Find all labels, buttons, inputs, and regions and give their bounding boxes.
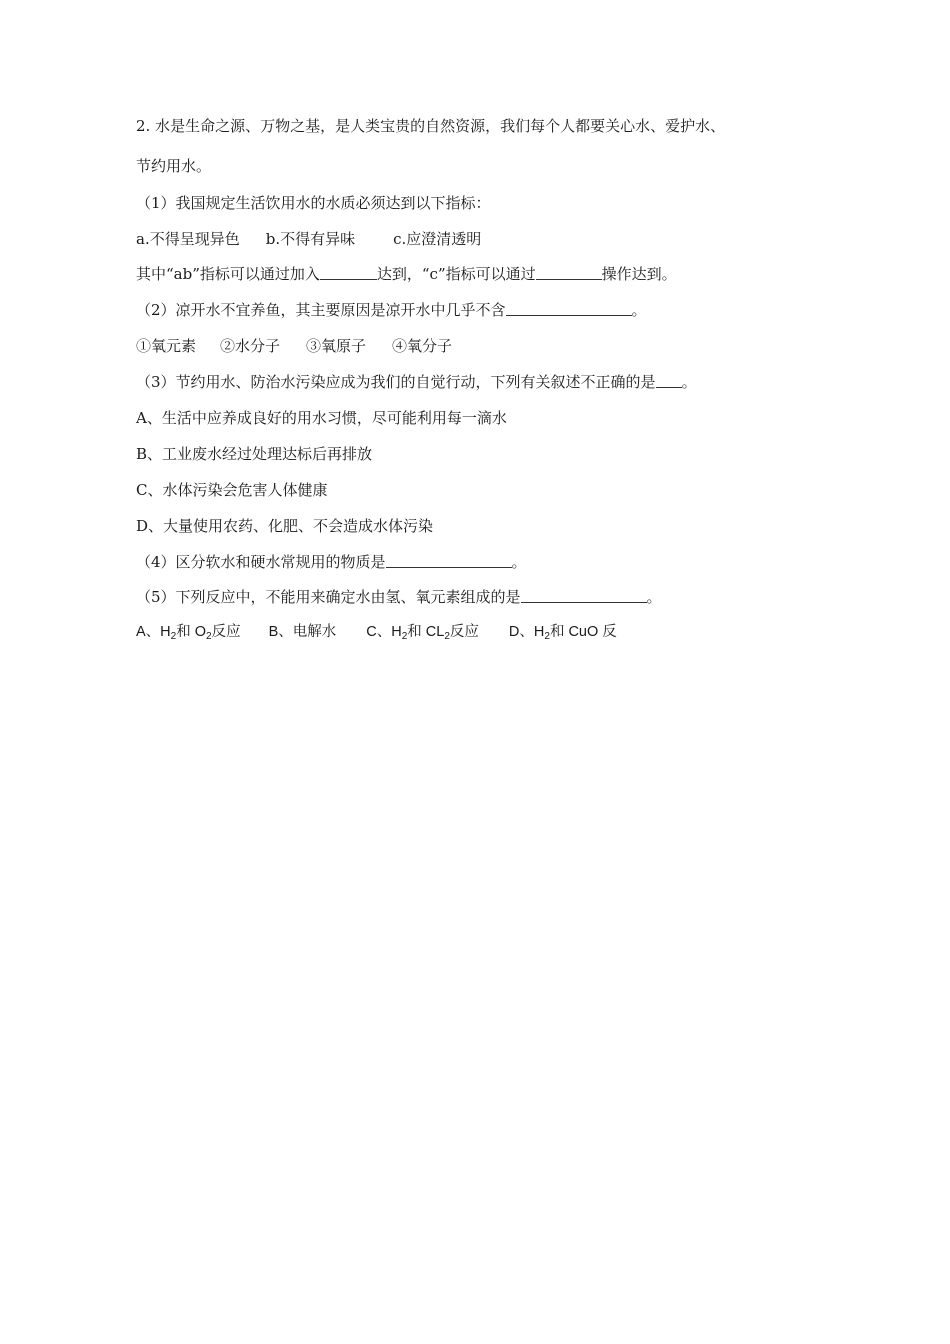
- q4-stem: （4）区分软水和硬水常规用的物质是: [136, 553, 386, 571]
- q1-option-b: b.不得有异味: [265, 230, 356, 248]
- q4-stem-line: [136, 552, 527, 572]
- q2-option-4: ④氧分子: [392, 337, 453, 355]
- q1-fill-part3: 操作达到。: [601, 265, 677, 283]
- q3-option-a: A、生活中应养成良好的用水习惯，尽可能利用每一滴水: [136, 409, 507, 427]
- question-intro-line1: 2. 水是生命之源、万物之基，是人类宝贵的自然资源，我们每个人都要关心水、爱护水、: [136, 117, 726, 135]
- q5-option-a: A、$H_2$和 $O_2$反应: [136, 624, 241, 642]
- q5-stem: （5）下列反应中，不能用来确定水由氢、氧元素组成的是: [136, 588, 521, 606]
- q2-stem: （2）凉开水不宜养鱼，其主要原因是凉开水中几乎不含: [136, 301, 506, 319]
- q5-option-b: B、电解水: [268, 624, 337, 640]
- q5-option-d: D、$H_2$和 CuO 反: [508, 624, 617, 642]
- q4-blank[interactable]: [386, 553, 512, 568]
- q3-blank[interactable]: [656, 373, 682, 388]
- q2-option-3: ③氧原子: [306, 337, 367, 355]
- q2-stem-end: 。: [631, 301, 647, 319]
- q1-fill: [136, 264, 677, 284]
- question-intro-line2: 节约用水。: [136, 157, 212, 175]
- q2-option-1: ①氧元素: [136, 337, 197, 355]
- q2-blank[interactable]: [506, 301, 632, 316]
- q1-options: [136, 229, 481, 249]
- q2-option-2: ②水分子: [220, 337, 281, 355]
- q1-stem: （1）我国规定生活饮用水的水质必须达到以下指标：: [136, 194, 491, 212]
- q3-stem: （3）节约用水、防治水污染应成为我们的自觉行动，下列有关叙述不正确的是: [136, 373, 656, 391]
- q3-option-d: D、大量使用农药、化肥、不会造成水体污染: [136, 517, 434, 535]
- q1-blank-2[interactable]: [536, 265, 602, 280]
- q1-fill-part2: 达到，“c”指标可以通过: [376, 265, 536, 283]
- q3-option-b: B、工业废水经过处理达标后再排放: [136, 445, 373, 463]
- q1-option-c: c.应澄清透明: [393, 230, 482, 248]
- q3-option-c: C、水体污染会危害人体健康: [136, 481, 328, 499]
- q3-stem-end: 。: [681, 373, 697, 391]
- q3-stem-line: [136, 372, 697, 392]
- q4-stem-end: 。: [511, 553, 527, 571]
- q2-stem-line: [136, 300, 647, 320]
- q5-option-c: C、$H_2$和 $CL_2$反应: [366, 624, 479, 642]
- q1-fill-part1: 其中“ab”指标可以通过加入: [136, 265, 320, 283]
- q5-stem-line: [136, 587, 662, 607]
- q5-blank[interactable]: [521, 588, 647, 603]
- q5-stem-end: 。: [646, 588, 662, 606]
- q1-option-a: a.不得呈现异色: [136, 230, 240, 248]
- q2-options: [136, 336, 452, 356]
- q5-options: [136, 622, 617, 642]
- q1-blank-1[interactable]: [320, 265, 377, 280]
